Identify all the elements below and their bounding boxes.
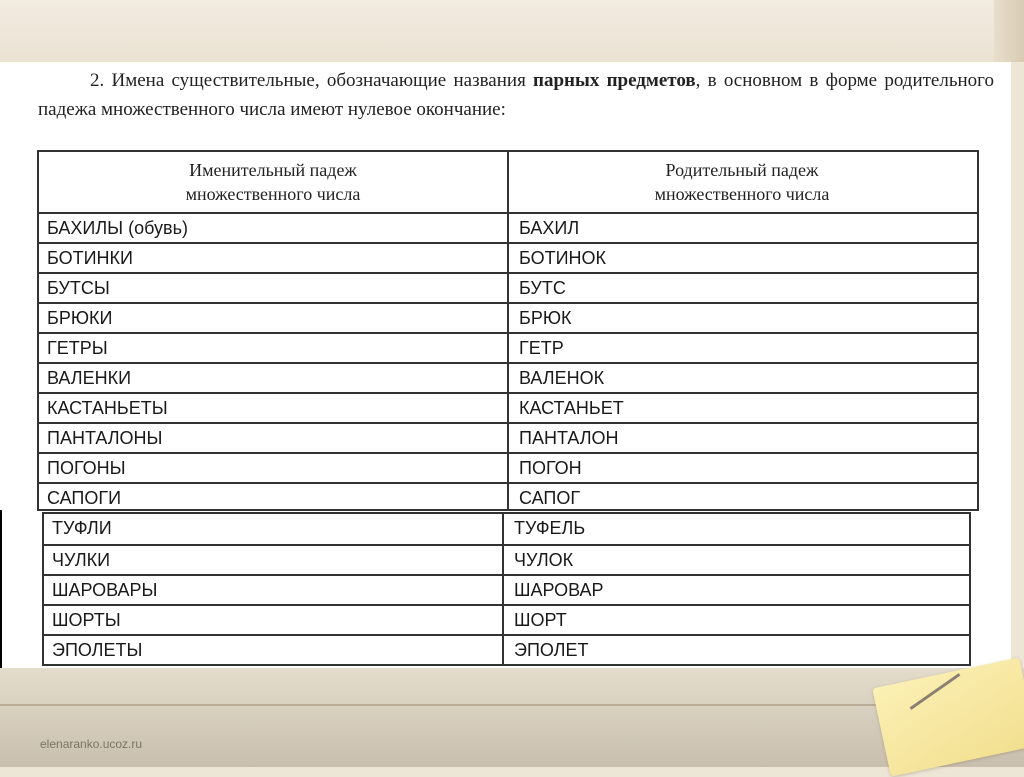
nominative-plural-cell: ШОРТЫ bbox=[52, 609, 121, 630]
nominative-plural-cell: ПАНТАЛОНЫ bbox=[47, 427, 163, 448]
nominative-plural-cell: САПОГИ bbox=[47, 487, 122, 508]
rule-text-bold: парных предметов bbox=[533, 70, 696, 91]
nominative-plural-cell: ЭПОЛЕТЫ bbox=[52, 639, 143, 660]
column-divider bbox=[507, 152, 509, 509]
slide-top-background bbox=[0, 0, 1024, 62]
noun-case-table-part1 bbox=[37, 150, 979, 511]
nominative-plural-cell: БУТСЫ bbox=[47, 277, 110, 298]
header-left-line2: множественного числа bbox=[185, 184, 361, 204]
header-right-line2: множественного числа bbox=[654, 184, 830, 204]
genitive-plural-cell: КАСТАНЬЕТ bbox=[519, 397, 624, 418]
nominative-plural-cell: ШАРОВАРЫ bbox=[52, 579, 158, 600]
nominative-plural-cell: ГЕТРЫ bbox=[47, 337, 108, 358]
genitive-plural-cell: ПОГОН bbox=[519, 457, 582, 478]
header-nominative-plural bbox=[39, 152, 507, 212]
genitive-plural-cell: БАХИЛ bbox=[519, 217, 580, 238]
nominative-plural-cell: ЧУЛКИ bbox=[52, 549, 111, 570]
table-row bbox=[44, 634, 969, 664]
genitive-plural-cell: ЧУЛОК bbox=[514, 549, 574, 570]
genitive-plural-cell: ГЕТР bbox=[519, 337, 564, 358]
column-divider bbox=[502, 514, 504, 664]
nominative-plural-cell: ТУФЛИ bbox=[52, 517, 112, 538]
nominative-plural-cell: ПОГОНЫ bbox=[47, 457, 126, 478]
footer-site-url: elenaranko.ucoz.ru bbox=[40, 737, 143, 751]
genitive-plural-cell: ПАНТАЛОН bbox=[519, 427, 619, 448]
rule-text-end: , в основном в форме родительного падежа множественного числа имеют нулевое окончание: bbox=[38, 70, 994, 120]
genitive-plural-cell: БУТС bbox=[519, 277, 566, 298]
slide-corner-decoration bbox=[994, 0, 1024, 62]
nominative-plural-cell: БАХИЛЫ (обувь) bbox=[47, 217, 188, 238]
slide-bottom-background bbox=[0, 668, 1024, 767]
nominative-plural-cell: БОТИНКИ bbox=[47, 247, 133, 268]
table-row bbox=[44, 514, 969, 542]
header-right-line1: Родительный падеж bbox=[665, 160, 819, 180]
genitive-plural-cell: ВАЛЕНОК bbox=[519, 367, 605, 388]
genitive-plural-cell: БОТИНОК bbox=[519, 247, 607, 268]
nominative-plural-cell: КАСТАНЬЕТЫ bbox=[47, 397, 168, 418]
rule-paragraph bbox=[38, 66, 994, 124]
rule-text-start: 2. Имена существительные, обозначающие названия bbox=[90, 70, 534, 91]
nominative-plural-cell: БРЮКИ bbox=[47, 307, 113, 328]
genitive-plural-cell: ШОРТ bbox=[514, 609, 567, 630]
table-row bbox=[44, 544, 969, 574]
header-genitive-plural bbox=[509, 152, 975, 212]
slide-footer-stripe bbox=[0, 704, 1024, 706]
table-row bbox=[44, 604, 969, 634]
genitive-plural-cell: САПОГ bbox=[519, 487, 581, 508]
noun-case-table-part2 bbox=[42, 512, 971, 666]
genitive-plural-cell: ТУФЕЛЬ bbox=[514, 517, 586, 538]
genitive-plural-cell: ШАРОВАР bbox=[514, 579, 604, 600]
header-left-line1: Именительный падеж bbox=[189, 160, 357, 180]
table-row bbox=[44, 574, 969, 604]
genitive-plural-cell: ЭПОЛЕТ bbox=[514, 639, 589, 660]
genitive-plural-cell: БРЮК bbox=[519, 307, 572, 328]
scan-edge-mark bbox=[0, 510, 2, 668]
nominative-plural-cell: ВАЛЕНКИ bbox=[47, 367, 132, 388]
